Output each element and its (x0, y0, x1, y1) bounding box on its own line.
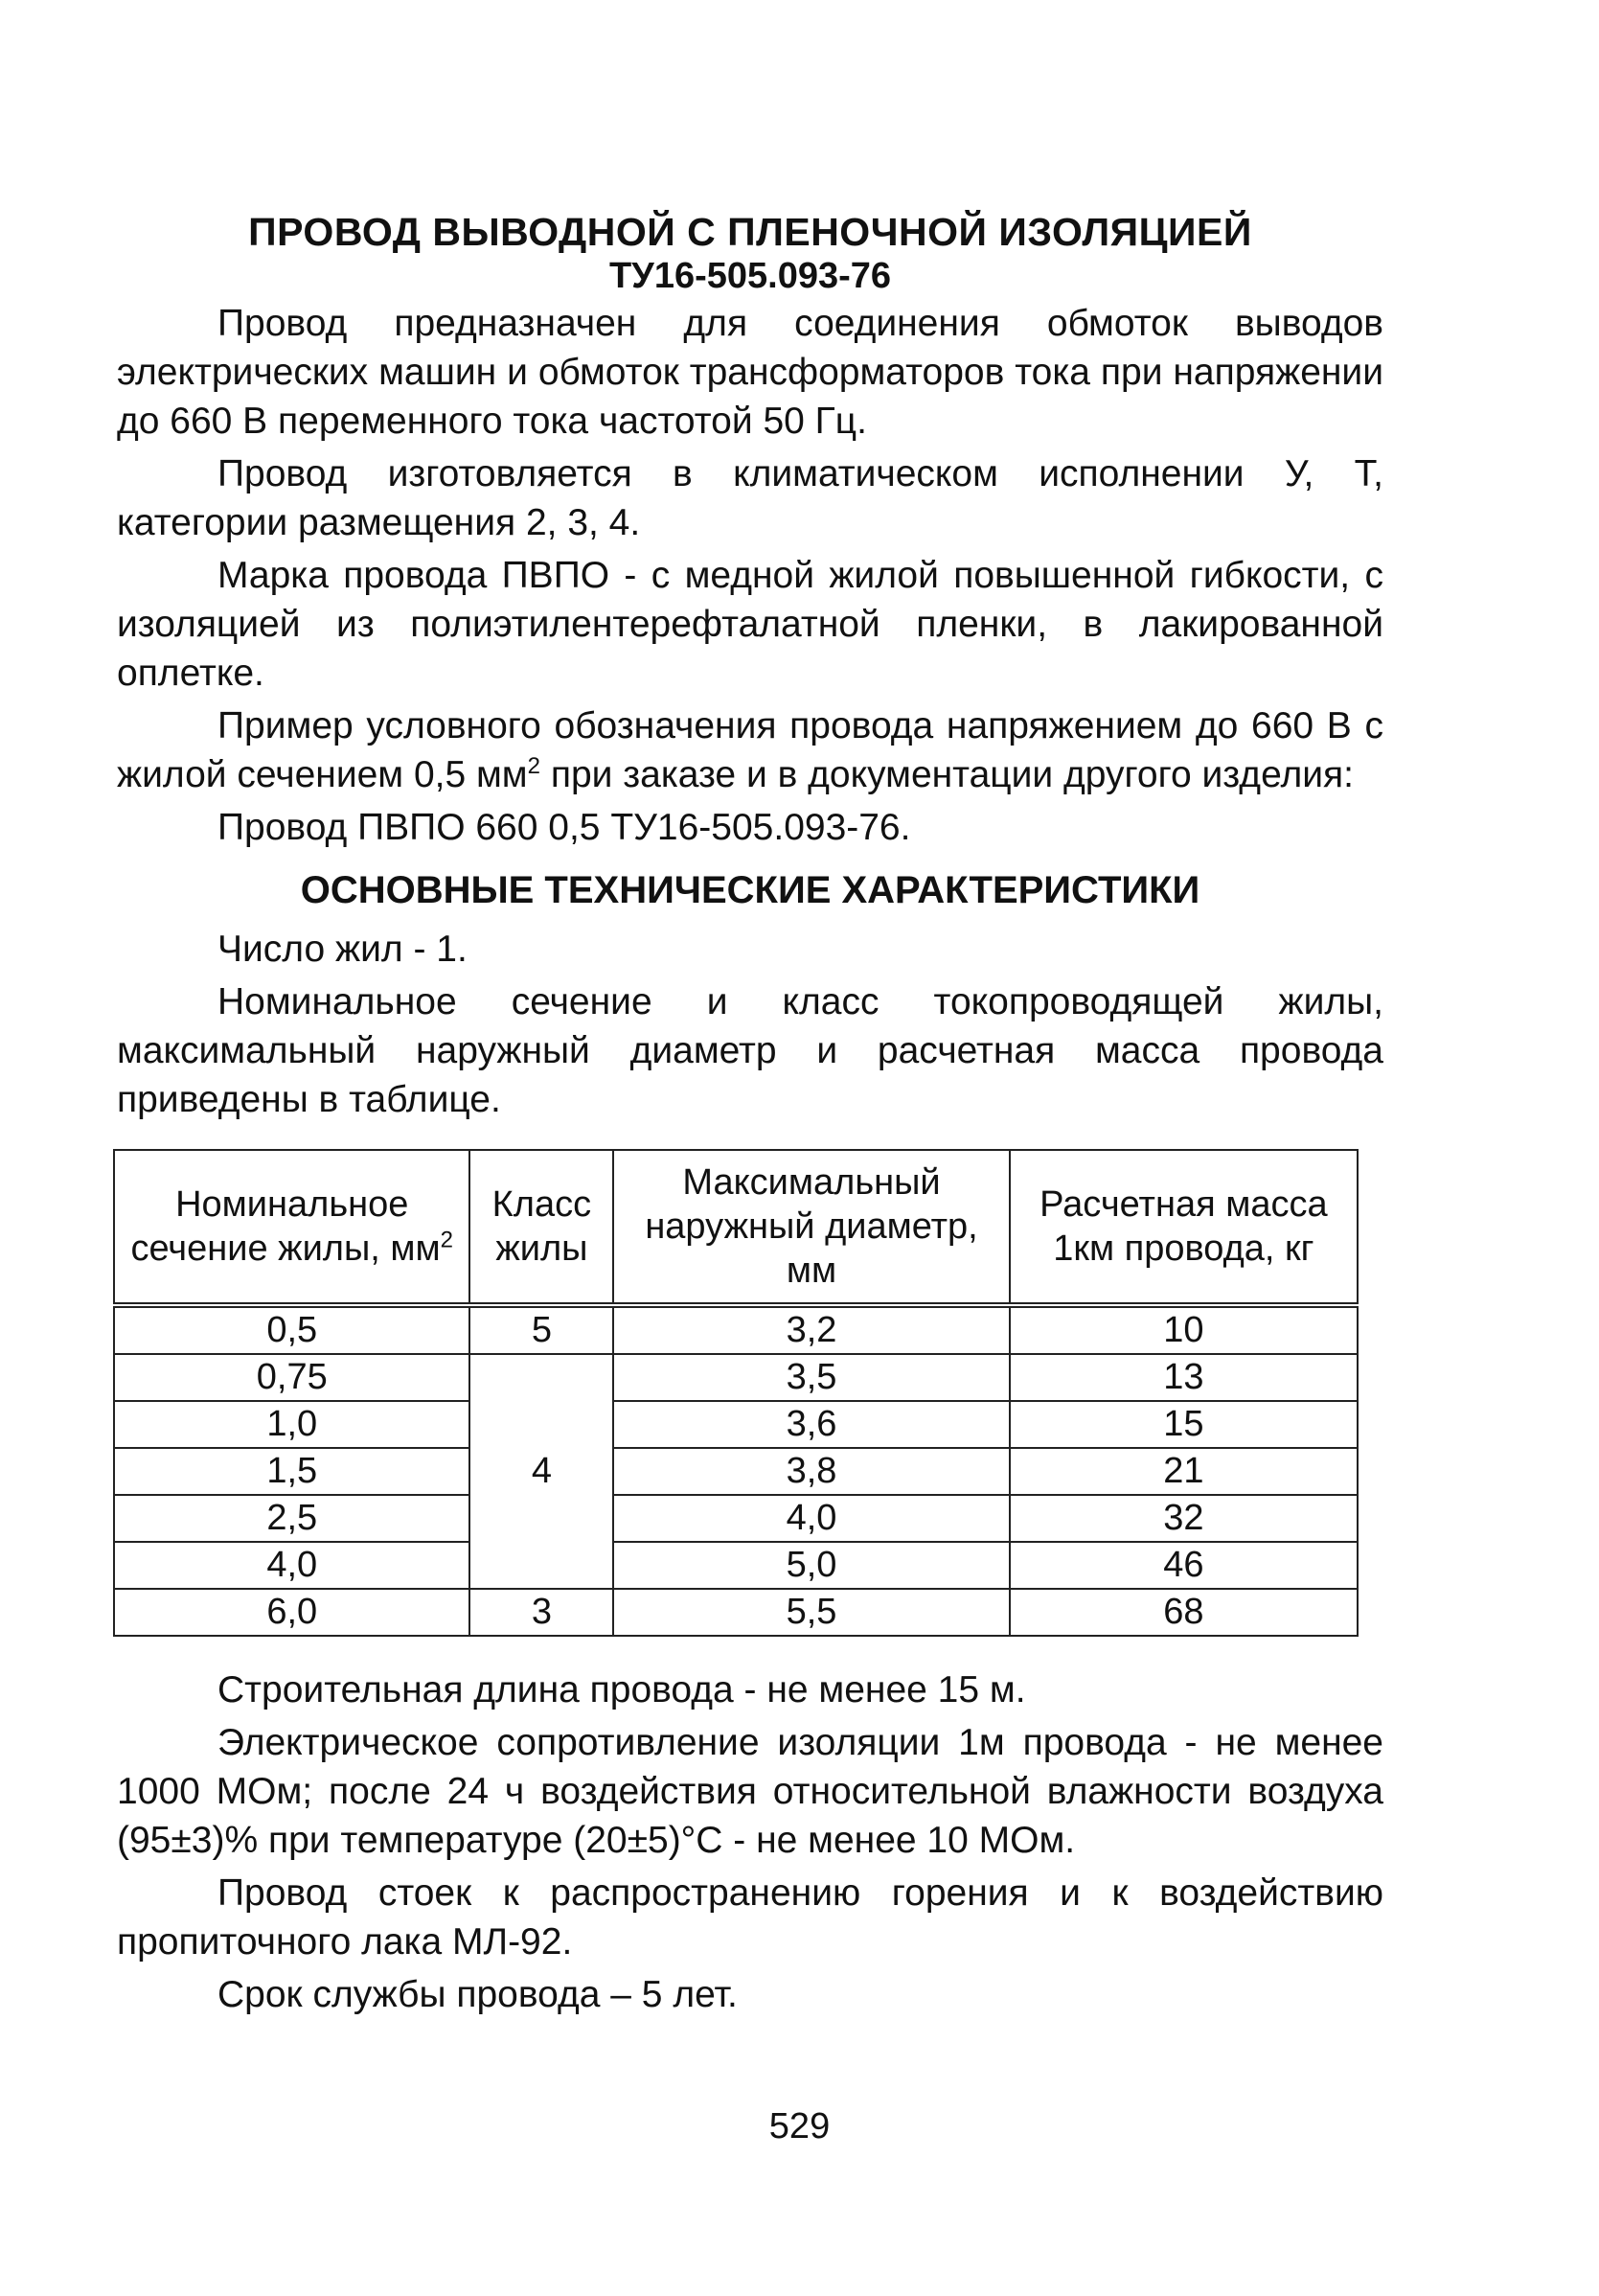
cell-section: 2,5 (114, 1495, 469, 1542)
cell-section: 0,5 (114, 1305, 469, 1354)
table-row (114, 1305, 1358, 1354)
header-calculated-mass: Расчетная масса 1км провода, кг (1010, 1150, 1358, 1305)
cell-diameter: 5,5 (613, 1589, 1009, 1636)
example-text-before: Пример условного обозначения провода напряжением до 660 В с жилой сечением 0,5 мм (117, 705, 1383, 795)
cell-mass: 21 (1010, 1448, 1358, 1495)
table-row (114, 1542, 1358, 1589)
cell-section: 6,0 (114, 1589, 469, 1636)
cell-diameter: 3,2 (613, 1305, 1009, 1354)
closing-paragraph: Строительная длина провода - не менее 15 м. (217, 1669, 1026, 1711)
characteristics-paragraph: Число жил - 1. (217, 929, 468, 970)
cell-mass: 10 (1010, 1305, 1358, 1354)
closing-paragraph: Электрическое сопротивление изоляции 1м провода - не менее 1000 МОм; после 24 ч воздействия относительной влажности воздуха (95±3)% при температуре (20±5)°С - не менее 10 МОм. (117, 1722, 1383, 1861)
cell-mass: 46 (1010, 1542, 1358, 1589)
table-row (114, 1495, 1358, 1542)
characteristics-paragraph: Номинальное сечение и класс токопроводящей жилы, максимальный наружный диаметр и расчетная масса провода приведены в таблице. (117, 981, 1383, 1120)
spec-code: ТУ16-505.093-76 (608, 256, 892, 296)
cell-section: 4,0 (114, 1542, 469, 1589)
example-paragraph (117, 701, 1383, 799)
header-max-diameter: Максимальный наружный диаметр, мм (613, 1150, 1009, 1305)
cell-diameter: 3,6 (613, 1401, 1009, 1448)
cell-diameter: 3,5 (613, 1354, 1009, 1401)
cell-mass: 68 (1010, 1589, 1358, 1636)
document-title: ПРОВОД ВЫВОДНОЙ С ПЛЕНОЧНОЙ ИЗОЛЯЦИЕЙ (248, 210, 1252, 254)
cell-class: 4 (469, 1354, 613, 1589)
cell-diameter: 4,0 (613, 1495, 1009, 1542)
section-title: ОСНОВНЫЕ ТЕХНИЧЕСКИЕ ХАРАКТЕРИСТИКИ (300, 869, 1200, 911)
cell-section: 1,0 (114, 1401, 469, 1448)
example-superscript: 2 (527, 753, 540, 779)
example-designation: Провод ПВПО 660 0,5 ТУ16-505.093-76. (217, 807, 911, 848)
closing-paragraph: Провод стоек к распространению горения и к воздействию пропиточного лака МЛ-92. (117, 1872, 1383, 1963)
example-text-after: при заказе и в документации другого изделия: (539, 754, 1354, 795)
cell-section: 1,5 (114, 1448, 469, 1495)
intro-paragraph: Марка провода ПВПО - с медной жилой повышенной гибкости, с изоляцией из полиэтилентерефталатной пленки, в лакированной оплетке. (117, 555, 1383, 694)
specifications-table (113, 1149, 1359, 1637)
cell-class: 5 (469, 1305, 613, 1354)
cell-mass: 32 (1010, 1495, 1358, 1542)
table-row (114, 1401, 1358, 1448)
header-nominal-section: Номинальное сечение жилы, $мм^2$ (114, 1150, 469, 1305)
cell-diameter: 5,0 (613, 1542, 1009, 1589)
cell-diameter: 3,8 (613, 1448, 1009, 1495)
cell-class: 3 (469, 1589, 613, 1636)
cell-mass: 13 (1010, 1354, 1358, 1401)
closing-paragraph: Срок службы провода – 5 лет. (217, 1974, 738, 2015)
table-row (114, 1589, 1358, 1636)
table-header-row (114, 1150, 1358, 1305)
table-row (114, 1448, 1358, 1495)
table-row (114, 1354, 1358, 1401)
page-number: 529 (768, 2106, 831, 2147)
header-core-class: Класс жилы (469, 1150, 613, 1305)
intro-paragraph: Провод изготовляется в климатическом исполнении У, Т, категории размещения 2, 3, 4. (117, 453, 1383, 543)
cell-section: 0,75 (114, 1354, 469, 1401)
document-page (117, 209, 1383, 2023)
cell-mass: 15 (1010, 1401, 1358, 1448)
intro-paragraph: Провод предназначен для соединения обмоток выводов электрических машин и обмоток трансформаторов тока при напряжении до 660 В переменного тока частотой 50 Гц. (117, 303, 1383, 442)
